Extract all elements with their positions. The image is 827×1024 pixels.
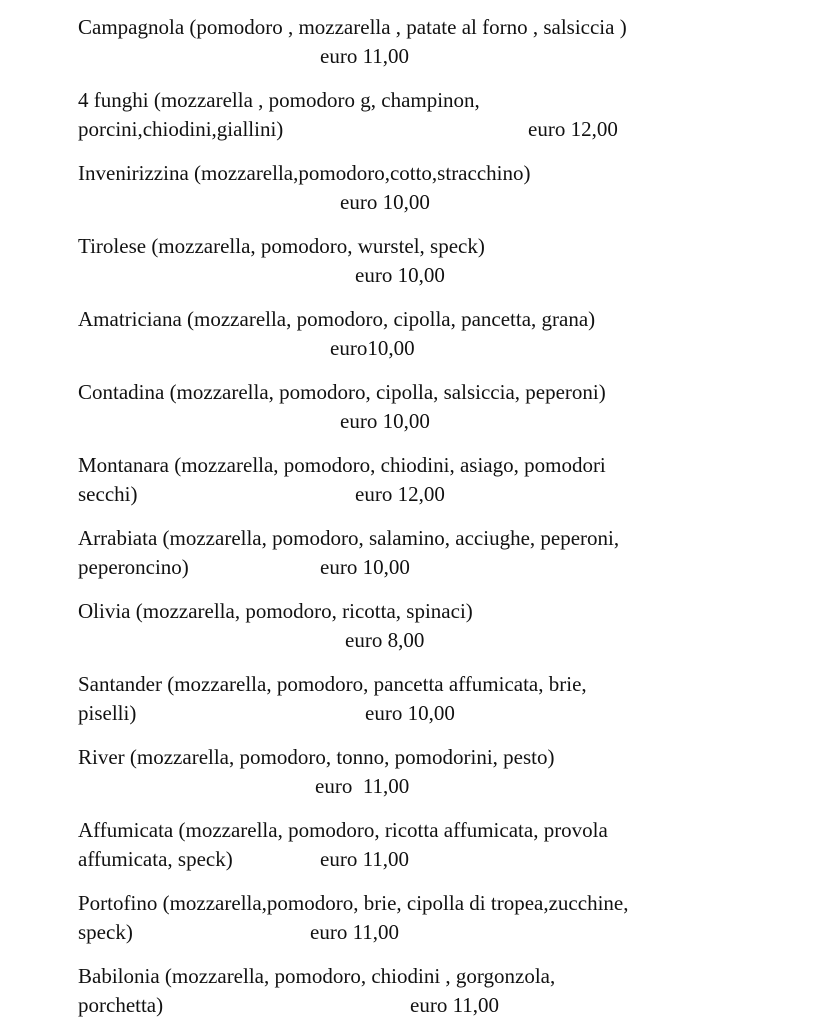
menu-item-price-line <box>78 334 787 363</box>
menu-item-price-line <box>78 699 787 728</box>
menu-item-text: Invenirizzina (mozzarella,pomodoro,cotto,stracchino) <box>78 161 531 185</box>
menu-item <box>78 13 787 71</box>
menu-item <box>78 451 787 509</box>
menu-item <box>78 889 787 947</box>
menu-item <box>78 743 787 801</box>
menu-item-price: euro10,00 <box>330 336 415 360</box>
menu-item-price-line <box>78 115 787 144</box>
menu-item-text: Contadina (mozzarella, pomodoro, cipolla, salsiccia, peperoni) <box>78 380 606 404</box>
menu-item <box>78 378 787 436</box>
menu-item <box>78 962 787 1020</box>
menu-item-price: euro 10,00 <box>340 409 430 433</box>
menu-item <box>78 86 787 144</box>
menu-item-text: Amatriciana (mozzarella, pomodoro, cipolla, pancetta, grana) <box>78 307 596 331</box>
menu-item-text-continuation: affumicata, speck) <box>78 847 233 871</box>
menu-item-price: euro 10,00 <box>320 555 410 579</box>
menu-item-price-line <box>78 918 787 947</box>
menu-item <box>78 524 787 582</box>
menu-item-price: euro 10,00 <box>355 263 445 287</box>
menu-item-price: euro 11,00 <box>315 774 410 798</box>
menu-item-text: Portofino (mozzarella,pomodoro, brie, cipolla di tropea,zucchine, <box>78 891 629 915</box>
menu-item-price: euro 11,00 <box>310 920 400 944</box>
menu-item-text: Santander (mozzarella, pomodoro, pancetta affumicata, brie, <box>78 672 587 696</box>
menu-item-price-line <box>78 772 787 801</box>
menu-item <box>78 232 787 290</box>
menu-item <box>78 305 787 363</box>
menu-item-text: 4 funghi (mozzarella , pomodoro g, champinon, <box>78 88 480 112</box>
menu-item-text: Campagnola (pomodoro , mozzarella , patate al forno , salsiccia ) <box>78 15 627 39</box>
menu-item-price: euro 11,00 <box>410 993 500 1017</box>
menu-item-price: euro 8,00 <box>345 628 425 652</box>
menu-item-price-line <box>78 407 787 436</box>
menu-item-price-line <box>78 480 787 509</box>
menu-item <box>78 597 787 655</box>
menu-item-price-line <box>78 553 787 582</box>
menu-item-price-line <box>78 188 787 217</box>
menu-list <box>78 13 787 1020</box>
menu-item-text: Tirolese (mozzarella, pomodoro, wurstel, speck) <box>78 234 485 258</box>
menu-item-text: Olivia (mozzarella, pomodoro, ricotta, spinaci) <box>78 599 473 623</box>
menu-item-text: Arrabiata (mozzarella, pomodoro, salamino, acciughe, peperoni, <box>78 526 620 550</box>
menu-item <box>78 816 787 874</box>
menu-item <box>78 159 787 217</box>
menu-item <box>78 670 787 728</box>
menu-item-price: euro 11,00 <box>320 44 410 68</box>
menu-item-text: Affumicata (mozzarella, pomodoro, ricotta affumicata, provola <box>78 818 608 842</box>
menu-item-price: euro 11,00 <box>320 847 410 871</box>
menu-item-text: Montanara (mozzarella, pomodoro, chiodini, asiago, pomodori <box>78 453 606 477</box>
menu-item-price-line <box>78 261 787 290</box>
menu-item-price: euro 10,00 <box>340 190 430 214</box>
menu-item-price-line <box>78 991 787 1020</box>
menu-item-price-line <box>78 626 787 655</box>
menu-item-text-continuation: porchetta) <box>78 993 164 1017</box>
menu-item-text-continuation: peperoncino) <box>78 555 189 579</box>
menu-item-text-continuation: porcini,chiodini,giallini) <box>78 117 284 141</box>
menu-item-price: euro 12,00 <box>528 117 618 141</box>
menu-item-text: Babilonia (mozzarella, pomodoro, chiodini , gorgonzola, <box>78 964 556 988</box>
menu-item-price: euro 10,00 <box>365 701 455 725</box>
menu-item-price-line <box>78 42 787 71</box>
menu-item-price: euro 12,00 <box>355 482 445 506</box>
menu-item-text: River (mozzarella, pomodoro, tonno, pomodorini, pesto) <box>78 745 555 769</box>
menu-item-text-continuation: piselli) <box>78 701 137 725</box>
menu-item-price-line <box>78 845 787 874</box>
menu-item-text-continuation: speck) <box>78 920 133 944</box>
menu-item-text-continuation: secchi) <box>78 482 138 506</box>
